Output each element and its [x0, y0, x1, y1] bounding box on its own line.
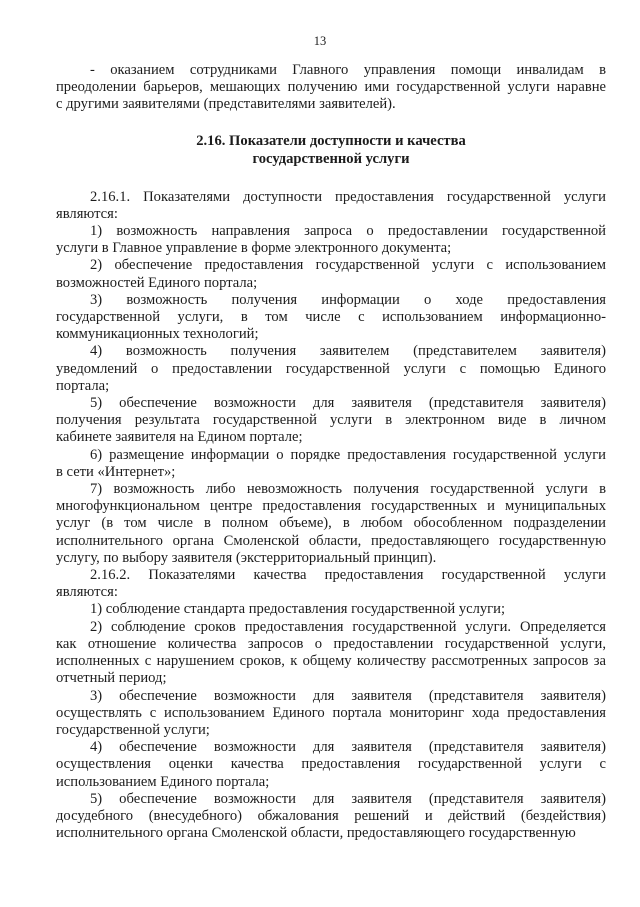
intro-paragraph: [56, 62, 606, 114]
paragraph-line: в сети «Интернет»;: [56, 463, 176, 480]
paragraph-line: досудебного (внесудебного) обжалования решений и действий (бездействия): [56, 807, 606, 824]
paragraph-line: исполненных с нарушением сроков, к общему количеству рассмотренных запросов за: [56, 653, 606, 670]
paragraph-line: исполнительного органа Смоленской области, предоставляющего государственную: [56, 532, 606, 549]
paragraph-line: возможностей Единого портала;: [56, 274, 258, 291]
paragraph: [56, 567, 606, 601]
paragraph: [56, 739, 606, 791]
paragraph: [56, 257, 606, 291]
paragraph: [56, 223, 606, 257]
paragraph: [56, 395, 606, 447]
paragraph: [56, 791, 606, 843]
paragraph: [56, 619, 606, 688]
paragraph: [56, 688, 606, 740]
paragraph-line: государственной услуги, в том числе с использованием информационно-: [56, 309, 606, 326]
paragraph: [56, 292, 606, 344]
paragraph-line: коммуникационных технологий;: [56, 326, 259, 343]
document-body: [56, 62, 606, 842]
paragraph-line: уведомлений о предоставлении государственной услуги с помощью Единого: [56, 360, 606, 377]
paragraph-line: 7) возможность либо невозможность получения государственной услуги в: [90, 481, 606, 498]
paragraph-line: 6) размещение информации о порядке предоставления государственной услуги: [90, 446, 606, 463]
paragraph-line: 1) соблюдение стандарта предоставления государственной услуги;: [90, 601, 506, 618]
section-heading: [56, 132, 606, 168]
paragraph-line: услуги в Главное управление в форме электронного документа;: [56, 240, 452, 257]
section-heading-line: 2.16. Показатели доступности и качества: [196, 132, 466, 149]
paragraph-line: портала;: [56, 377, 110, 394]
paragraph-line: осуществлять с использованием Единого портала мониторинг хода предоставления: [56, 704, 606, 721]
paragraph-line: услугу, по выбору заявителя (экстерриториальный принцип).: [56, 549, 437, 566]
paragraph-line: 1) возможность направления запроса о предоставлении государственной: [90, 223, 606, 240]
page-number: 13: [313, 34, 327, 48]
paragraph: [56, 481, 606, 567]
paragraph-line: являются:: [56, 584, 118, 601]
paragraph-line: исполнительного органа Смоленской области, предоставляющего государственную: [56, 825, 576, 842]
paragraph-line: осуществления оценки качества предоставления государственной услуги с: [56, 756, 606, 773]
paragraph: [56, 189, 606, 223]
paragraph: [56, 343, 606, 395]
paragraph-line: получения результата государственной услуги в электронном виде в личном: [56, 412, 606, 429]
paragraph-line: 5) обеспечение возможности для заявителя (представителя заявителя): [90, 395, 606, 412]
paragraph-list: [56, 189, 606, 843]
paragraph: [56, 601, 606, 618]
paragraph-line: 2) обеспечение предоставления государственной услуги с использованием: [90, 257, 606, 274]
paragraph-line: многофункциональном центре предоставления государственных и муниципальных: [56, 498, 606, 515]
paragraph-line: 2.16.2. Показателями качества предоставления государственной услуги: [90, 567, 606, 584]
paragraph-line: как отношение количества запросов о предоставлении государственной услуги,: [56, 635, 606, 652]
paragraph-line: 3) обеспечение возможности для заявителя (представителя заявителя): [90, 687, 606, 704]
paragraph-line: 2.16.1. Показателями доступности предоставления государственной услуги: [90, 188, 606, 205]
paragraph-line: являются:: [56, 205, 118, 222]
paragraph-line: 3) возможность получения информации о ходе предоставления: [90, 291, 606, 308]
section-heading-line: государственной услуги: [252, 150, 410, 167]
paragraph-line: 4) обеспечение возможности для заявителя (представителя заявителя): [90, 739, 606, 756]
intro-line: - оказанием сотрудниками Главного управления помощи инвалидам в: [90, 62, 606, 78]
paragraph-line: государственной услуги;: [56, 721, 210, 738]
intro-line: преодолении барьеров, мешающих получению ими государственной услуги наравне: [56, 79, 606, 96]
paragraph-line: 5) обеспечение возможности для заявителя (представителя заявителя): [90, 790, 606, 807]
paragraph: [56, 447, 606, 481]
intro-line: с другими заявителями (представителями заявителей).: [56, 96, 396, 113]
paragraph-line: 2) соблюдение сроков предоставления государственной услуги. Определяется: [90, 618, 606, 635]
paragraph-line: использованием Единого портала;: [56, 773, 270, 790]
paragraph-line: услуг (в том числе в полном объеме), в любом обособленном подразделении: [56, 515, 606, 532]
paragraph-line: 4) возможность получения заявителем (представителем заявителя): [90, 343, 606, 360]
paragraph-line: отчетный период;: [56, 670, 167, 687]
paragraph-line: кабинете заявителя на Едином портале;: [56, 429, 303, 446]
